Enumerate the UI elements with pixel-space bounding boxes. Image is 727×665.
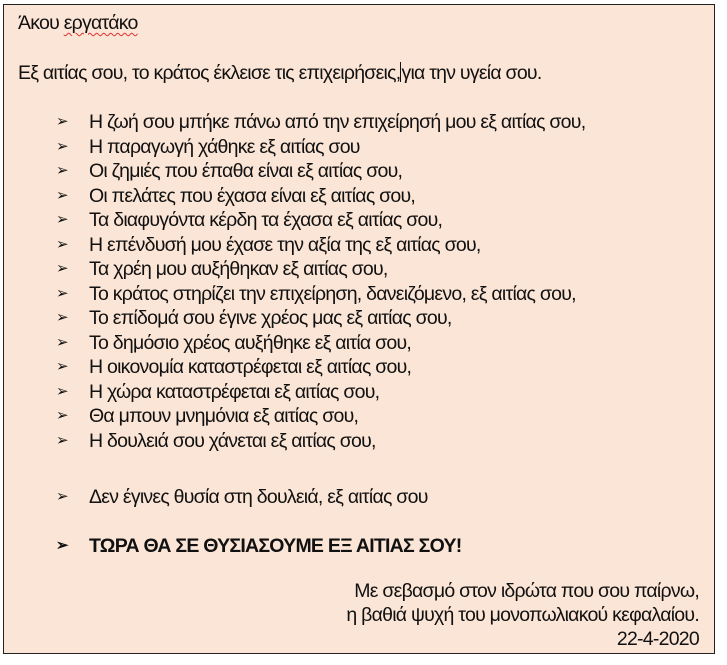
greeting-text: Άκου	[18, 12, 64, 34]
list-item	[56, 485, 428, 509]
list-item-text: Η ζωή σου μπήκε πάνω από την επιχείρησή μου εξ αιτίας σου,	[89, 111, 586, 133]
list-item-text: Τα διαφυγόντα κέρδη τα έχασα εξ αιτίας σου,	[89, 209, 443, 231]
list-item-text: Η επένδυσή μου έχασε την αξία της εξ αιτίας σου,	[89, 233, 481, 256]
intro-text-2: για την υγεία σου.	[401, 62, 542, 84]
list-item-text: Η δουλειά σου χάνεται εξ αιτίας σου,	[89, 429, 376, 452]
arrow-bullet-icon: ➢	[56, 407, 69, 424]
list-item-text: Δεν έγινες θυσία στη δουλειά, εξ αιτίας σου	[89, 486, 428, 508]
list-item-text: Θα μπουν μνημόνια εξ αιτίας σου,	[89, 405, 359, 427]
list-item	[56, 380, 585, 405]
arrow-bullet-icon: ➢	[56, 537, 69, 554]
arrow-bullet-icon: ➢	[56, 309, 69, 326]
list-item-text: Οι πελάτες που έχασα είναι εξ αιτίας σου,	[89, 184, 416, 207]
arrow-bullet-icon: ➢	[56, 162, 69, 179]
arrow-bullet-icon: ➢	[56, 260, 69, 277]
arrow-bullet-icon: ➢	[56, 186, 69, 204]
arrow-bullet-icon: ➢	[56, 333, 69, 351]
list-item	[56, 282, 585, 307]
greeting	[18, 11, 138, 35]
list-item	[56, 208, 585, 233]
list-item-text: Οι ζημιές που έπαθα είναι εξ αιτίας σου,	[89, 160, 403, 182]
arrow-bullet-icon: ➢	[56, 137, 69, 155]
arrow-bullet-icon: ➢	[56, 431, 69, 449]
arrow-bullet-icon: ➢	[56, 358, 69, 375]
list-item-text: Το κράτος στηρίζει την επιχείρηση, δανειζόμενο, εξ αιτίας σου,	[89, 282, 576, 305]
document-text-box	[3, 4, 715, 654]
emphasized-list-item	[56, 534, 461, 558]
list-item-text: Το δημόσιο χρέος αυξήθηκε εξ αιτία σου,	[89, 331, 412, 354]
misspelled-word[interactable]: εργατάκο	[63, 12, 138, 34]
arrow-bullet-icon: ➢	[56, 211, 69, 228]
arrow-bullet-icon: ➢	[56, 235, 69, 253]
list-item-text: Το επίδομά σου έγινε χρέος μας εξ αιτίας σου,	[89, 307, 452, 329]
date: 22-4-2020	[616, 628, 699, 650]
arrow-bullet-icon: ➢	[56, 284, 69, 302]
list-item	[56, 135, 585, 160]
signature-line-2: η βαθιά ψυχή του μονοπωλιακού κεφαλαίου.	[346, 604, 699, 626]
list-item-text: Η χώρα καταστρέφεται εξ αιτίας σου,	[89, 380, 380, 403]
intro-text-1: Εξ αιτίας σου, το κράτος έκλεισε τις επιχειρήσεις,	[18, 62, 401, 84]
list-item	[56, 306, 585, 331]
list-item-text: Η οικονομία καταστρέφεται εξ αιτίας σου,	[89, 356, 412, 378]
list-item-text: Η παραγωγή χάθηκε εξ αιτίας σου	[89, 135, 360, 158]
intro-paragraph[interactable]	[18, 61, 542, 85]
list-item	[56, 355, 585, 380]
list-item	[56, 404, 585, 429]
arrow-bullet-icon: ➢	[56, 382, 69, 400]
arrow-bullet-icon: ➢	[56, 488, 69, 505]
list-item-text: Τα χρέη μου αυξήθηκαν εξ αιτίας σου,	[89, 258, 388, 280]
signature-line-1: Με σεβασμό στον ιδρώτα που σου παίρνω,	[354, 580, 699, 602]
list-item	[56, 184, 585, 209]
list-item	[56, 257, 585, 282]
arrow-bullet-icon: ➢	[56, 113, 69, 130]
bullet-list	[56, 110, 585, 453]
list-item	[56, 110, 585, 135]
list-item	[56, 159, 585, 184]
list-item	[56, 233, 585, 258]
list-item-text: ΤΩΡΑ ΘΑ ΣΕ ΘΥΣΙΑΣΟΥΜΕ ΕΞ ΑΙΤΙΑΣ ΣΟΥ!	[89, 535, 462, 557]
list-item	[56, 429, 585, 454]
list-item	[56, 331, 585, 356]
